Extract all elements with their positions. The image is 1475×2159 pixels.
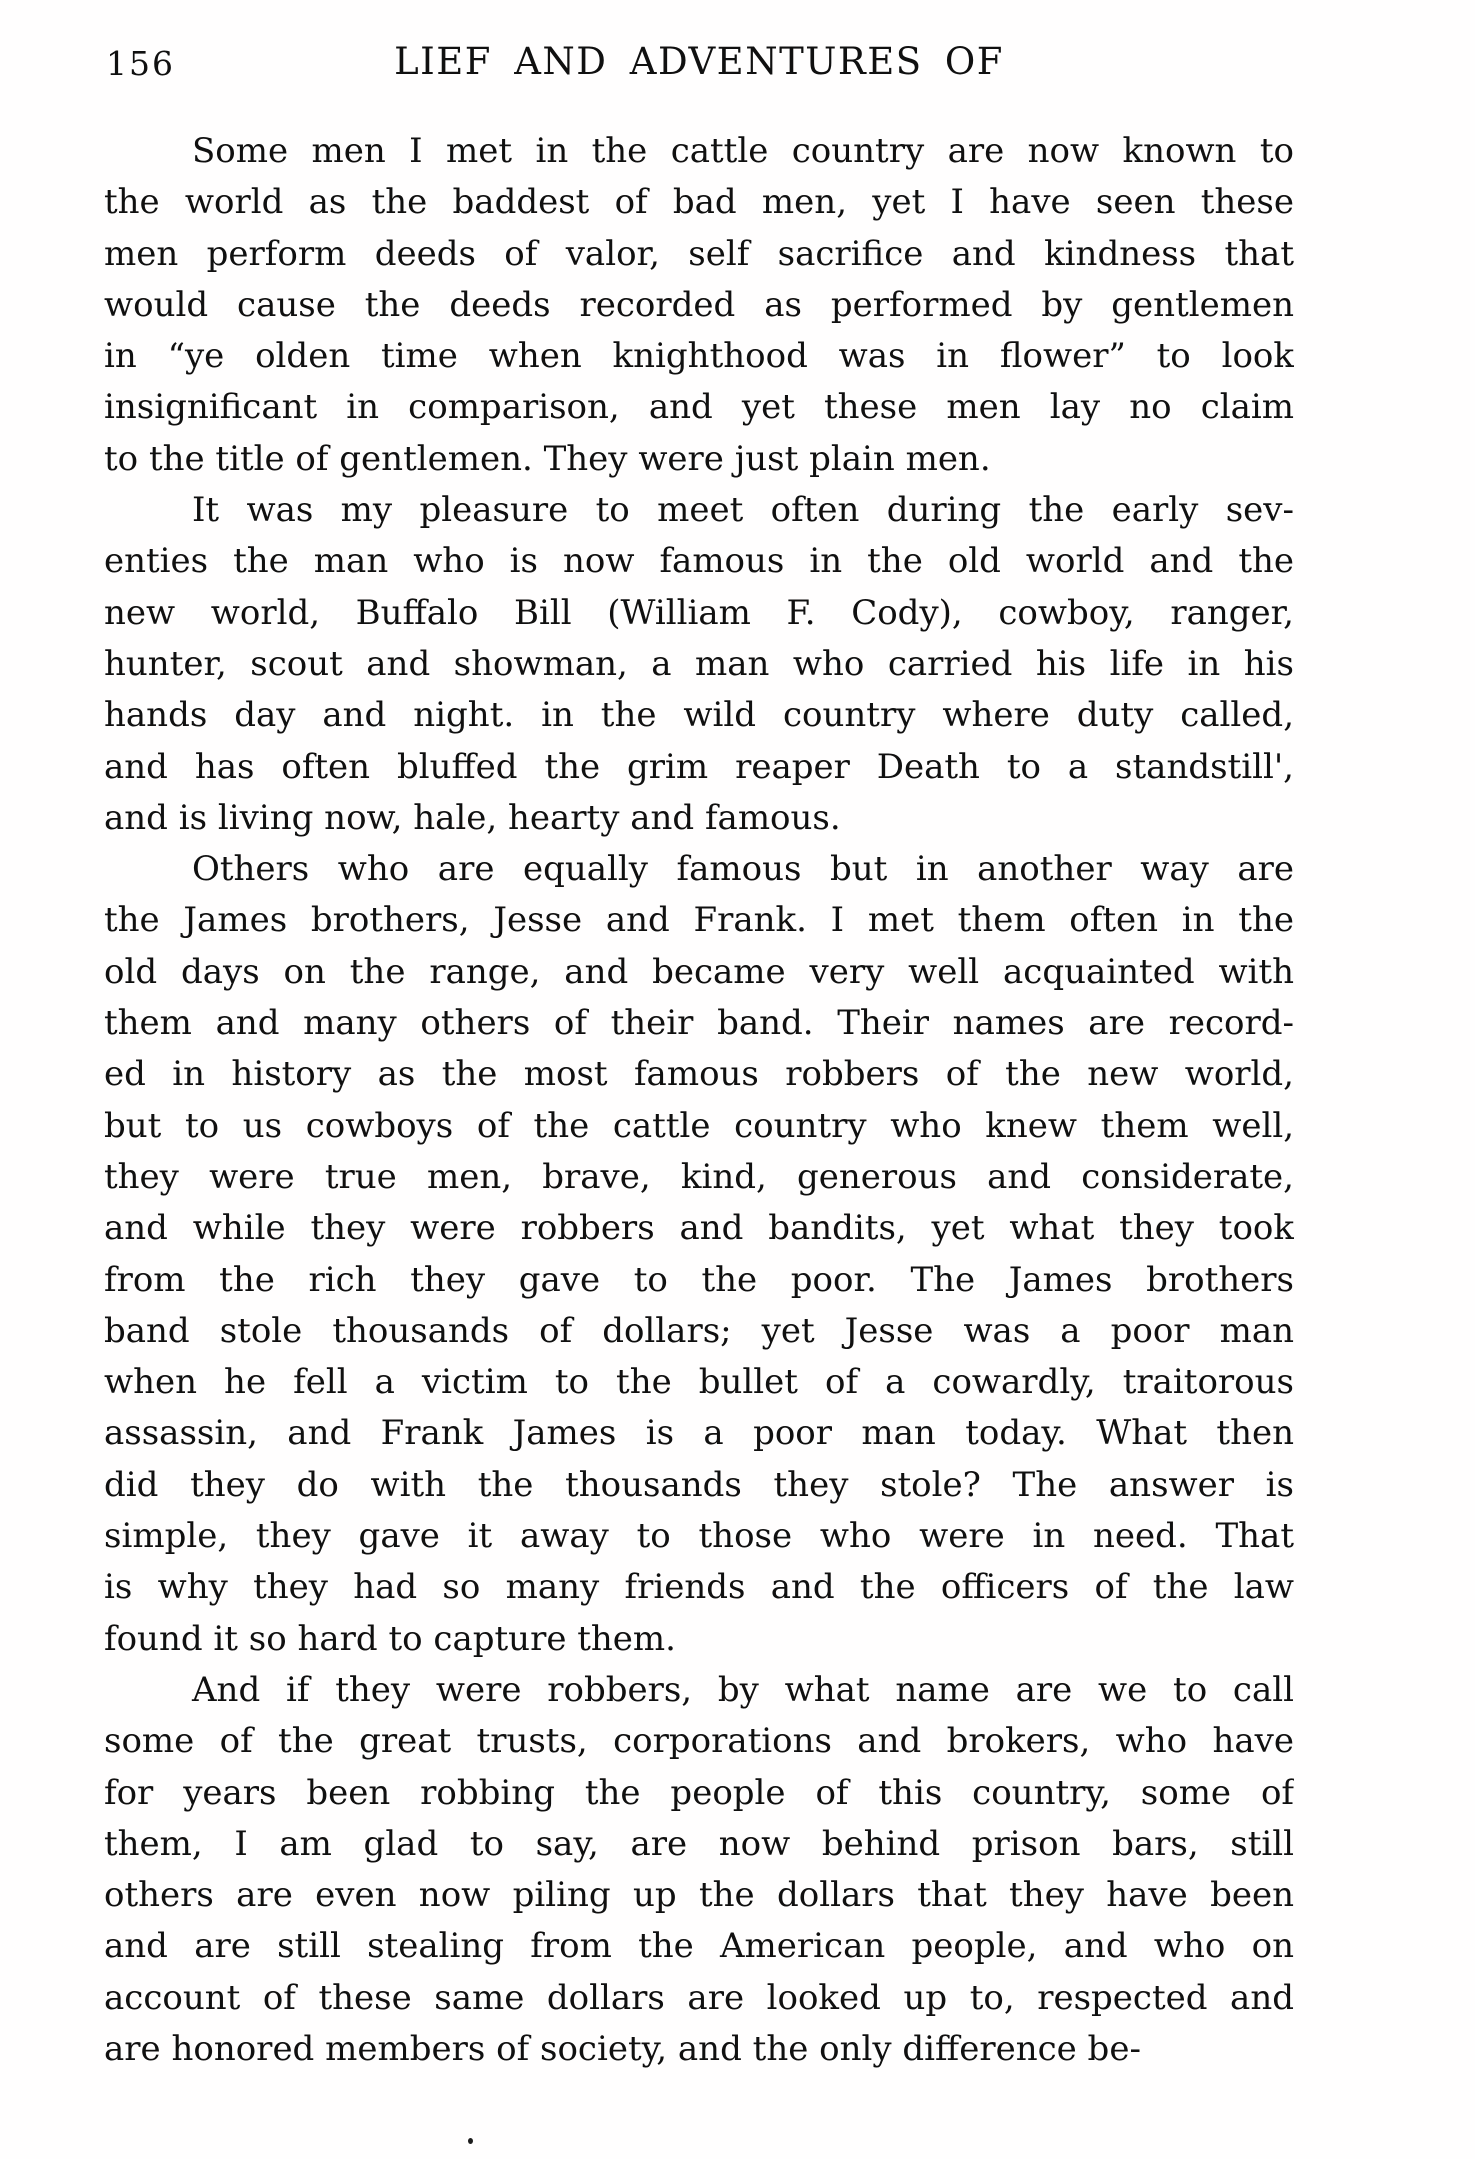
text-line: Some men I met in the cattle country are now known to <box>192 131 1294 171</box>
text-line: when he fell a victim to the bullet of a cowardly, traitorous <box>104 1362 1294 1403</box>
text-line: new world, Buffalo Bill (William F. Cody), cowboy, ranger, <box>104 592 1294 633</box>
text-line: found it so hard to capture them. <box>104 1618 676 1659</box>
ink-dot-artifact <box>468 2138 473 2144</box>
running-title: LIEF AND ADVENTURES OF <box>394 40 1004 83</box>
text-line: and while they were robbers and bandits, yet what they took <box>104 1208 1294 1249</box>
text-line: them, I am glad to say, are now behind prison bars, still <box>104 1823 1294 1864</box>
running-header <box>104 40 1294 84</box>
text-line: and is living now, hale, hearty and famous. <box>104 797 841 838</box>
text-line: in “ye olden time when knighthood was in flower” to look <box>104 336 1294 377</box>
text-line: would cause the deeds recorded as performed by gentlemen <box>104 284 1294 325</box>
text-line: band stole thousands of dollars; yet Jesse was a poor man <box>104 1310 1294 1351</box>
text-line: ed in history as the most famous robbers of the new world, <box>104 1054 1294 1095</box>
text-line: some of the great trusts, corporations and brokers, who have <box>104 1721 1294 1762</box>
text-line: the world as the baddest of bad men, yet I have seen these <box>104 182 1294 223</box>
text-line: is why they had so many friends and the officers of the law <box>104 1567 1294 1608</box>
text-line: and has often bluffed the grim reaper Death to a standstill', <box>104 746 1294 787</box>
text-line: It was my pleasure to meet often during the early sev- <box>192 490 1294 531</box>
text-line: hunter, scout and showman, a man who carried his life in his <box>104 643 1294 684</box>
text-line: enties the man who is now famous in the old world and the <box>104 541 1294 582</box>
text-line: from the rich they gave to the poor. The James brothers <box>104 1259 1294 1300</box>
text-line: And if they were robbers, by what name are we to call <box>192 1669 1294 1710</box>
text-line: the James brothers, Jesse and Frank. I met them often in the <box>104 900 1294 941</box>
text-line: insignificant in comparison, and yet these men lay no claim <box>104 387 1294 428</box>
text-line: men perform deeds of valor, self sacrifice and kindness that <box>104 233 1294 274</box>
text-line: old days on the range, and became very well acquainted with <box>104 951 1294 992</box>
text-line: them and many others of their band. Their names are record- <box>104 1003 1294 1044</box>
text-line: but to us cowboys of the cattle country who knew them well, <box>104 1105 1294 1146</box>
page-body-text <box>104 126 1294 2075</box>
text-line: they were true men, brave, kind, generous and considerate, <box>104 1156 1294 1197</box>
text-line: to the title of gentlemen. They were just plain men. <box>104 438 991 479</box>
text-line: did they do with the thousands they stole? The answer is <box>104 1464 1294 1505</box>
text-line: account of these same dollars are looked up to, respected and <box>104 1977 1294 2018</box>
text-line: assassin, and Frank James is a poor man today. What then <box>104 1413 1294 1454</box>
text-line: for years been robbing the people of this country, some of <box>104 1772 1294 1813</box>
text-line: Others who are equally famous but in another way are <box>192 849 1294 890</box>
text-line: others are even now piling up the dollars that they have been <box>104 1875 1294 1916</box>
text-line: hands day and night. in the wild country where duty called, <box>104 695 1294 736</box>
text-line: are honored members of society, and the only difference be- <box>104 2028 1141 2069</box>
text-line: simple, they gave it away to those who were in need. That <box>104 1516 1294 1557</box>
text-line: and are still stealing from the American people, and who on <box>104 1926 1294 1967</box>
page-number: 156 <box>106 44 175 83</box>
